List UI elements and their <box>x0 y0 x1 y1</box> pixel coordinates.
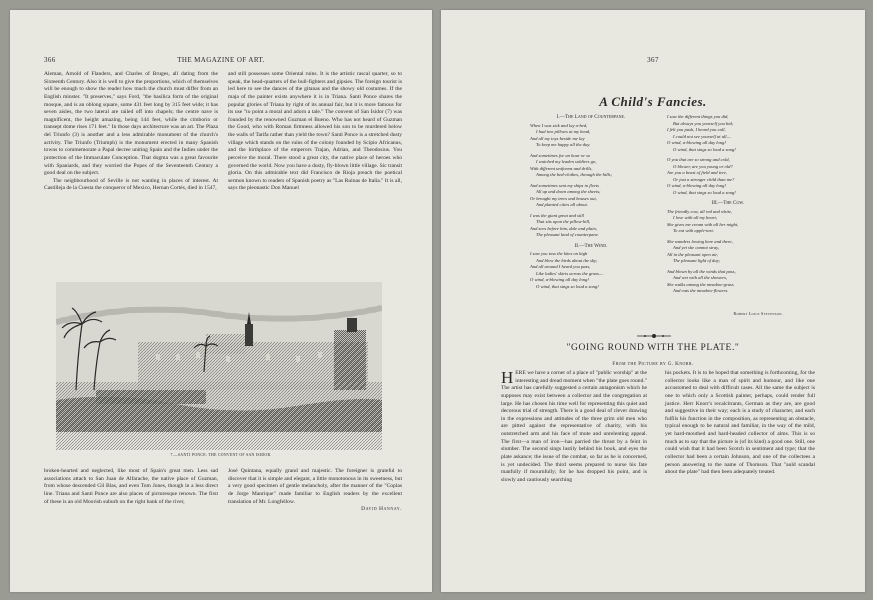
poem-section-heading: III.—The Cow. <box>711 200 745 206</box>
poem-line: And blown by all the winds that pass, <box>667 268 736 274</box>
poem-stanza <box>663 114 793 153</box>
author-signature: David Hannay. <box>361 506 402 513</box>
article-column-2 <box>665 370 815 477</box>
poem-line: But always you yourself you hid; <box>673 120 734 126</box>
poem-line: I love with all my heart; <box>673 215 718 220</box>
poem-line: O blower, are you young or old? <box>673 163 733 169</box>
poem-line: She gives me cream with all her might, <box>667 221 739 227</box>
ornament-divider <box>637 326 671 332</box>
drop-cap: H <box>501 368 514 387</box>
poem-right-column <box>663 114 793 299</box>
poem-line: The pleasant light of day; <box>673 258 721 263</box>
poem-line: Like ladies' skirts across the grass— <box>536 270 604 276</box>
article-title: "GOING ROUND WITH THE PLATE." <box>566 343 740 353</box>
poem-line: And sometimes for an hour or so <box>530 152 591 158</box>
poem-line: I felt you push, I heard you call, <box>667 127 726 132</box>
paragraph: Aleman, Arnold of Flanders, and Charles of Bruges, all dating from the Sixteenth Century. Also it is well to give the proportions, which of themselves will be enough to show the reader how much the church must differ from an English minster. "It preserves," says Ford, "the basilica form of the original mosque, and is an oblong square, some 431 feet long by 315 feet wide; it has seven aisles, the two lateral are railed off into chapels; the centre nave is magnificent, the height amazing, being 144 feet, while the cimborio or transept dome rises 171 feet." In those days architecture was an art. The Plaza del Triunfo (3) is another and a less admirable monument of the church's activity. The Triunfo (Triumph) is the monument erected in many Spanish towns to commemorate a Papal decree uniting Spain and the Indies under the protection of the Immaculate Conception. That dogma was a great favourite with Spaniards, and they worried the Popes of the Seventeenth Century a good deal on the subject. <box>44 71 218 177</box>
poem-line: I was the giant great and still <box>530 212 584 218</box>
right-page <box>441 10 865 592</box>
poem-line: The friendly cow, all red and white, <box>667 208 733 214</box>
poem-line: When I was sick and lay a-bed, <box>530 122 588 128</box>
left-bottom-column-2 <box>228 468 402 514</box>
poem-line: O wind, that sings so loud a song! <box>673 146 736 152</box>
left-column-1 <box>44 71 218 193</box>
poem-line: Are you a beast of field and tree, <box>667 170 727 175</box>
paragraph: his pockets. It is to be hoped that something is forthcoming, for the collector looks like a man of spirit and humour, and like one accustomed to deal with difficult cases. All the same the subject is one to which only a Scottish painter, perhaps, could render full justice. Herr Knorr's recalcitrants, German as they are, are good and suggestive in their way; each is a study of character, and each fulfils his function in the composition, as representing an obstacle, typical enough to be natural and familiar, in the way of the mild, yet hard-mouthed and hard-headed collector of alms. This is so much as to say that the picture is (of its kind) a good one. Still, one could wish that it had been Scotch in sentiment and type; that the collector had been a certain Johnson, and one of the collectees a person answering to the name of Thomson. That "auld scandal about the plate" had then been adequately treated. <box>665 370 815 476</box>
poem-line: And sometimes sent my ships in fleets <box>530 182 599 188</box>
left-bottom-column-1 <box>44 468 218 506</box>
poem-line: With different uniforms and drills, <box>530 165 593 171</box>
convent-engraving-image <box>56 282 382 450</box>
poem-line: O wind, that sings so loud a song! <box>673 189 736 195</box>
poem-stanza <box>526 183 656 209</box>
poem-line: All up and down among the sheets; <box>536 189 601 194</box>
article-column-1 <box>501 370 647 484</box>
poem-author: Robert Louis Stevenson. <box>733 312 783 316</box>
poem-line: And all around I heard you pass, <box>530 264 591 269</box>
article-subtitle: From the Picture by G. Knorr. <box>612 362 694 367</box>
poem-line: Or just a stronger child than me? <box>673 176 735 182</box>
poem-stanza <box>526 123 656 149</box>
illustration-caption: 7.—SANTI PONCE: THE CONVENT OF SAN ISIDOR. <box>170 453 272 457</box>
poem-stanza <box>526 213 656 239</box>
poem-stanza <box>663 269 793 295</box>
poem-line: O you that are so strong and cold, <box>667 157 730 162</box>
poem-line: Among the bed-clothes, through the hills; <box>536 172 613 177</box>
poem-line: O wind, a-blowing all day long! <box>530 277 589 282</box>
poem-line: And wet with all the showers, <box>673 275 728 280</box>
poem-line: That sits upon the pillow-hill, <box>536 219 591 224</box>
poem-stanza <box>526 153 656 179</box>
paragraph: The neighbourhood of Seville is not wanting in places of interest. At Castilleja de la Cuesta the conqueror of Mexico, Hernan Cortés, died in 1547, <box>44 177 218 192</box>
convent-engraving <box>56 282 382 450</box>
poem-line: I watched my leaden soldiers go, <box>536 159 597 164</box>
paragraph: ERE we have a corner of a place of "public worship" at the interesting and dread moment when "the plate goes round." The artist has carefully suggested a certain antagonism which he supposes may exist between a collector and the congregation at large. He has chosen his time well for representing this quiet and decorous trial of strength. There is a good deal of clever drawing in the expressions and attitudes of the three grim old men who are pitted against the representative of charity, with his outstretched arm and his face of mute and unrelenting appeal. The first—a man of iron—has parried the thrust by a feint in slumber. The second sings lustily behind his book, and eyes the plate askance; the issue of the combat, so far as he is concerned, is yet undecided. The third seems prepared to nurse his fate manfully if mournfully; for he has dropped his point, and is slowly and cautiously searching <box>501 370 647 483</box>
ornament-icon <box>637 333 671 339</box>
left-running-head: THE MAGAZINE OF ART. <box>177 56 265 64</box>
left-page <box>10 10 432 592</box>
right-page-number: 367 <box>647 56 659 64</box>
poem-line: O wind, a-blowing all day long! <box>667 140 726 145</box>
poem-stanza <box>663 239 793 265</box>
poem-line: I could not see yourself at all— <box>673 133 731 139</box>
paragraph: José Quintana, equally grand and majestic. The foreigner is grateful to discover that it is simple and elegant, a little monotonous in its sweetness, but a very good specimen of gentle melancholy, after the manner of the "Coplas de Jorge Manrique" made familiar to English readers by the excellent translation of Mr. Longfellow. <box>228 468 402 505</box>
poem-line: And all my toys beside me lay <box>530 135 585 141</box>
poem-line: To keep me happy all the day. <box>536 142 591 147</box>
poem-line: I saw the different things you did, <box>667 114 729 119</box>
poem-title: A Child's Fancies. <box>599 94 707 109</box>
poem-line: And yet she cannot stray, <box>673 245 720 250</box>
left-column-2 <box>228 71 402 193</box>
poem-stanza <box>663 209 793 235</box>
poem-section-heading: II.—The Wind. <box>574 242 608 249</box>
poem-line: And sees before him, dale and plain, <box>530 225 597 231</box>
poem-line: Or brought my trees and houses out, <box>530 195 597 201</box>
poem-line: And planted cities all about. <box>536 202 588 207</box>
poem-line: O wind, that sings so loud a song! <box>536 283 599 289</box>
poem-line: And eats the meadow-flowers. <box>673 288 729 293</box>
left-page-number: 366 <box>44 56 56 64</box>
poem-line: To eat with apple-tart. <box>673 228 714 233</box>
poem-stanza <box>663 157 793 196</box>
poem-line: I saw you toss the kites on high <box>530 251 588 256</box>
poem-line: O wind, a-blowing all day long! <box>667 183 726 188</box>
poem-line: She walks among the meadow-grass <box>667 281 734 287</box>
poem-stanza <box>526 251 656 290</box>
poem-line: I had two pillows at my head, <box>536 129 591 134</box>
poem-line: All in the pleasant open air, <box>667 251 718 257</box>
poem-section-heading: I.—The Land of Counterpane. <box>556 114 626 120</box>
paragraph: and still possesses some Oriental ruins. It is the artistic rascal quarter, so to speak, the head-quarters of the bull-fighters and gipsies. The foreign tourist is led here to see the dances of the gitanas and the showy old costumes. If the maja of the painter exists anywhere it is in Triana. Santi Ponce shares the popular glories of Triana by right of its annual fair, but it is more famous for its use "to point a moral and adorn a tale." The convent of San Isidor (7) was founded by the renowned Guzman el Bueno. Who has not heard of Guzman the Good, who with Roman firmness allowed his son to be murdered below the walls of Tarifa rather than yield the town? Santi Ponce is a stretched dusty village which stands on the ruins of the colony founded by Scipio Africanus, and the birthplace of the emperors Trajan, Adrian, and Theodosius. You perceive the moral. There stood a great city, the native place of heroes who governed the world. Now you have a dusty, fly-blown little village. Sic transit gloria. On this admirable text did Francisco de Rioja preach the poetical sermon known to readers of Spanish poetry as "Las Ruinas de Italia." It is all, says the pleonastic Don Manuel <box>228 71 402 192</box>
paragraph: broken-hearted and neglected, like most of Spain's great men. Less sad associations attach to San Juan de Alfarache, the native place of Guzman, from whose descended Gil Blas, and even Tom Jones, though in a less direct line. Triana and Santi Ponce are also places of picturesque renown. The first of these is an old Moorish suburb on the right bank of the river, <box>44 468 218 505</box>
poem-left-column <box>526 114 656 294</box>
poem-line: She wanders lowing here and there, <box>667 238 733 244</box>
poem-line: The pleasant land of counterpane. <box>536 232 599 237</box>
poem-line: And blow the birds about the sky; <box>536 257 598 263</box>
